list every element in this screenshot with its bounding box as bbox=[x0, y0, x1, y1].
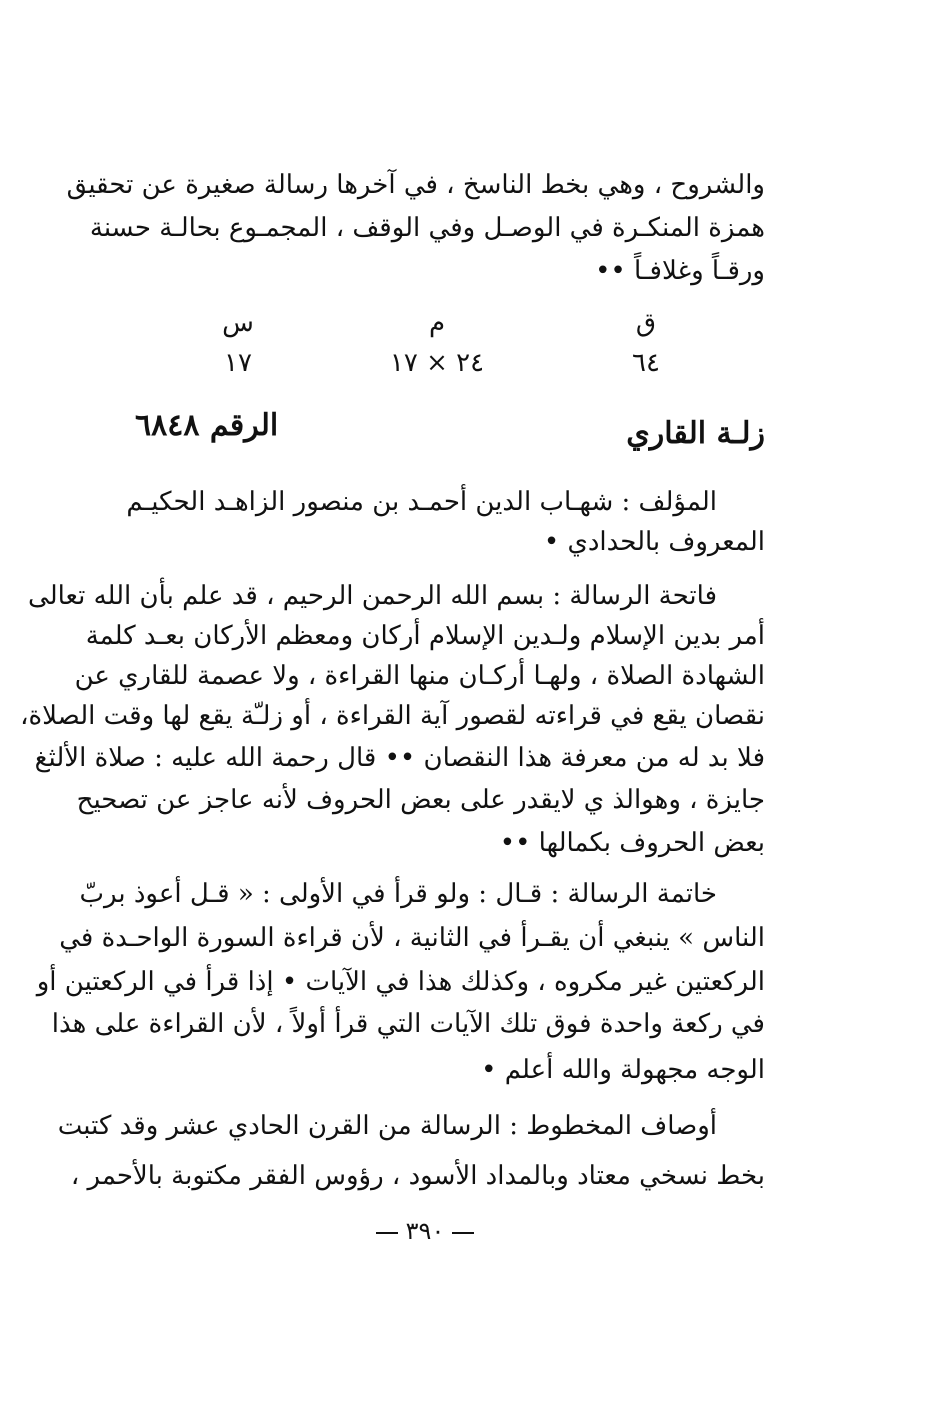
opening-line-1: فاتحة الرسالة : بسم الله الرحمن الرحيم ، قد علم بأن الله تعالى bbox=[28, 581, 717, 611]
continuation-line-1: والشروح ، وهي بخط الناسخ ، في آخرها رسالة صغيرة عن تحقيق bbox=[66, 170, 765, 200]
description-line-2: بخط نسخي معتاد وبالمداد الأسود ، رؤوس الفقر مكتوبة بالأحمر ، bbox=[70, 1161, 765, 1191]
folio-number: ٣٩٠ bbox=[405, 1217, 445, 1245]
continuation-line-2: همزة المنكـرة في الوصـل وفي الوقف ، المجمـوع بحالـة حسنة bbox=[89, 213, 765, 243]
closing-line-4: في ركعة واحدة فوق تلك الآيات التي قرأ أولاً ، لأن القراءة على هذا bbox=[51, 1009, 765, 1039]
closing-line-5: الوجه مجهولة والله أعلم • bbox=[481, 1055, 765, 1085]
opening-line-5: فلا بد له من معرفة هذا النقصان •• قال رحمة الله عليه : صلاة الألثغ bbox=[34, 743, 765, 773]
measure-m-value: ٢٤ × ١٧ bbox=[389, 348, 485, 378]
opening-line-3: الشهادة الصلاة ، ولهـا أركـان منها القراءة ، ولا عصمة للقاري عن bbox=[74, 661, 765, 691]
measure-m-label: م bbox=[428, 308, 446, 338]
page-number bbox=[360, 1216, 490, 1246]
entry-title: زلـة القاري bbox=[626, 416, 765, 451]
closing-line-1: خاتمة الرسالة : قـال : ولو قرأ في الأولى : « قـل أعوذ بربّ bbox=[79, 879, 717, 909]
measure-s-label: س bbox=[222, 308, 254, 338]
entry-number: الرقم ٦٨٤٨ bbox=[135, 408, 279, 443]
folio-dash-right bbox=[452, 1232, 474, 1234]
description-line-1: أوصاف المخطوط : الرسالة من القرن الحادي عشر وقد كتبت bbox=[57, 1111, 717, 1141]
measure-s-value: ١٧ bbox=[224, 348, 252, 378]
opening-line-4: نقصان يقع في قراءته لقصور آية القراءة ، أو زلـّة يقع لها وقت الصلاة، bbox=[20, 701, 765, 731]
measure-q-value: ٦٤ bbox=[632, 348, 660, 378]
folio-dash-left bbox=[376, 1232, 398, 1234]
opening-line-6: جايزة ، وهوالذ ي لايقدر على بعض الحروف لأنه عاجز عن تصحيح bbox=[76, 785, 765, 815]
continuation-line-3: ورقـاً وغلافـاً •• bbox=[595, 256, 765, 286]
measure-q-label: ق bbox=[635, 308, 657, 338]
closing-line-2: الناس » ينبغي أن يقـرأ في الثانية ، لأن قراءة السورة الواحـدة في bbox=[59, 923, 765, 953]
closing-line-3: الركعتين غير مكروه ، وكذلك هذا في الآيات • إذا قرأ في الركعتين أو bbox=[36, 967, 765, 997]
opening-line-7: بعض الحروف بكمالها •• bbox=[499, 828, 765, 858]
author-line-2: المعروف بالحدادي • bbox=[543, 527, 765, 557]
author-line-1: المؤلف : شهـاب الدين أحمـد بن منصور الزاهـد الحكيـم bbox=[126, 487, 717, 517]
opening-line-2: أمر بدين الإسلام ولـدين الإسلام أركان ومعظم الأركان بعـد كلمة bbox=[85, 621, 765, 651]
